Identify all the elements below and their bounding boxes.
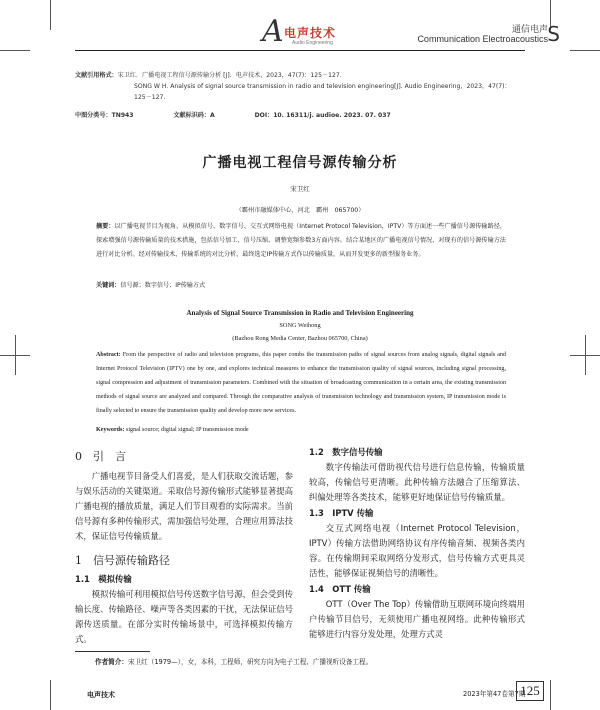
author-name: 宋卫红	[290, 185, 310, 193]
doc-code-label: 文献标识码：	[173, 112, 210, 119]
logo-mark: A	[262, 14, 284, 49]
section-0-heading: 0 引 言	[75, 450, 126, 463]
footer-issue: 2023年第47卷第7期	[463, 690, 526, 698]
crop-mark	[570, 50, 600, 51]
doi-label: DOI：	[254, 112, 274, 119]
clc-label: 中图分类号：	[75, 112, 112, 119]
author-bio-text: 宋卫红（1979—），女，本科，工程师，研究方向为电子工程、广播视听设备工程。	[127, 658, 373, 666]
section-1-3-body: 交互式网络电视（Internet Protocol Television，IPTV）传输方法借助网络协议有序传输音频、视频各类内容。在传输期间采取网络分发形式，信号传输方式更具灵活性，能够保证视频信号的清晰性。	[309, 523, 525, 578]
section-1-1-heading: 1.1 模拟传输	[75, 574, 132, 584]
english-affiliation: (Bazhou Rong Media Center, Bazhou 065700, China)	[232, 335, 368, 342]
section-0-body: 广播电视节目备受人们喜爱，是人们获取交流话题，参与娱乐活动的关键渠道。采取信号源传输形式能够显著提高广播电视的播放质量，满足人们节目观看的实际需求。当前信号源有多种传输形式，需加强信号处理，合理应用算法技术，保证信号传输质量。	[75, 471, 293, 541]
journal-section-en: Communication Electroacoustics	[417, 34, 548, 44]
english-author: SONG Weihong	[279, 322, 321, 329]
header-rule	[75, 50, 525, 51]
abstract-label: 摘要：	[96, 223, 115, 230]
crop-mark	[50, 0, 51, 30]
abstract-cn	[96, 220, 506, 262]
keywords-en-label: Keywords:	[96, 427, 125, 433]
crop-mark	[50, 680, 51, 710]
keywords-en-text: signal source; digital signal; IP transmission mode	[125, 427, 249, 433]
abstract-en	[96, 348, 506, 418]
author-affiliation: （霸州市融媒体中心，河北 霸州 065700）	[235, 207, 365, 214]
citation-cn: 宋卫红．广播电视工程信号源传输分析 [J]．电声技术，2023，47(7)：125－127．	[117, 72, 346, 79]
citation-block	[75, 70, 535, 103]
paper-title: 广播电视工程信号源传输分析	[202, 155, 398, 171]
section-1-3-heading: 1.3 IPTV 传输	[309, 508, 374, 518]
right-column	[309, 446, 525, 642]
journal-logo	[262, 14, 412, 54]
abstract-text: 以广播电视节目为视角，从模拟信号、数字信号、交互式网络电视（Internet Protocol Television，IPTV）等方面述一些广播信号源传输路径，探索增强信号源传输质量的技术措施，包括信号加工、信号压缩、调整宽频参数3方面内容。结合某地区的广播电视信号情况，对现有的信号源传输方法进行对比分析。经对传输技术、传输系统的对比分析，最终选定IP传输方式作以传输质量，从而开发更多的新型服务业务。	[96, 223, 507, 258]
doc-code-value: A	[209, 112, 215, 119]
journal-section-cn: 通信电声	[511, 25, 548, 35]
citation-label: 文献引用格式：	[75, 72, 118, 79]
english-title: Analysis of Signal Source Transmission in Radio and Television Engineering	[186, 309, 414, 317]
keywords-text: 信号源；数字信号；IP传输方式	[120, 282, 206, 289]
logo-subtitle: Audio Engineering	[292, 40, 333, 46]
doi-value: 10. 16311/j. audioe. 2023. 07. 037	[273, 112, 391, 119]
journal-section-s: S	[547, 22, 560, 46]
keywords-cn	[96, 280, 205, 289]
section-1-1-body: 模拟传输可利用模拟信号传送数字信号源，但会受到传输长度、传输路径、噪声等各类因素的干扰，无法保证信号源传送质量。在部分实时传输场景中，可选择模拟传输方式。	[75, 589, 293, 644]
logo-text: 电声技术	[284, 26, 337, 40]
footer-journal-logo: 电声技术	[87, 691, 115, 699]
author-bio	[95, 656, 372, 666]
crop-mark	[550, 680, 551, 710]
abstract-en-label: Abstract:	[96, 352, 121, 358]
footnote-rule	[75, 651, 150, 652]
section-1-4-body: OTT（Over The Top）传输借助互联网环境向终端用户传输节目信号，无须使用广播电视网络。此种传输形式能够进行内容分发处理，处理方式灵	[309, 599, 525, 639]
keywords-en	[96, 427, 249, 433]
section-1-2-heading: 1.2 数字信号传输	[309, 447, 383, 457]
section-1-4-heading: 1.4 OTT 传输	[309, 584, 371, 594]
section-1-heading: 1 信号源传输路径	[75, 554, 170, 567]
clc-value: TN943	[111, 112, 134, 119]
author-bio-label: 作者简介：	[95, 658, 128, 666]
crop-mark	[0, 50, 30, 51]
citation-en-line2: 125－127.	[134, 94, 166, 101]
citation-en-line1: SONG W H. Analysis of signal source transmission in radio and television engineering[J]. Audio Engineering，2023，47(7)：	[134, 83, 511, 90]
classification-row	[75, 110, 535, 121]
keywords-label: 关键词：	[96, 282, 121, 289]
left-column	[75, 448, 293, 647]
abstract-en-text: From the perspective of radio and television programs, this paper combs the transmission paths of signal sources from analog signals, digital signals and Internet Protocol Television (IPTV) one by one, and explores technical measures to enhance the transmission quality of signal sources, including signal processing, signal compression and adjustment of transmission parameters. Combined with the situation of broadcasting communication in a certain area, the existing transmission methods of signal source are analyzed and compared. Through the comparative analysis of transmission technology and transmission system, IP transmission mode is finally selected to ensure the transmission quality and develop more new services.	[96, 352, 506, 414]
page-number: 125	[516, 681, 544, 701]
section-1-2-body: 数字传输法可借助视代信号进行信息传输，传输质量较高，传输信号更清晰。此种传输方法融合了压缩算法、纠偏处理等各类技术，能够更好地保证信号传输质量。	[309, 462, 525, 502]
